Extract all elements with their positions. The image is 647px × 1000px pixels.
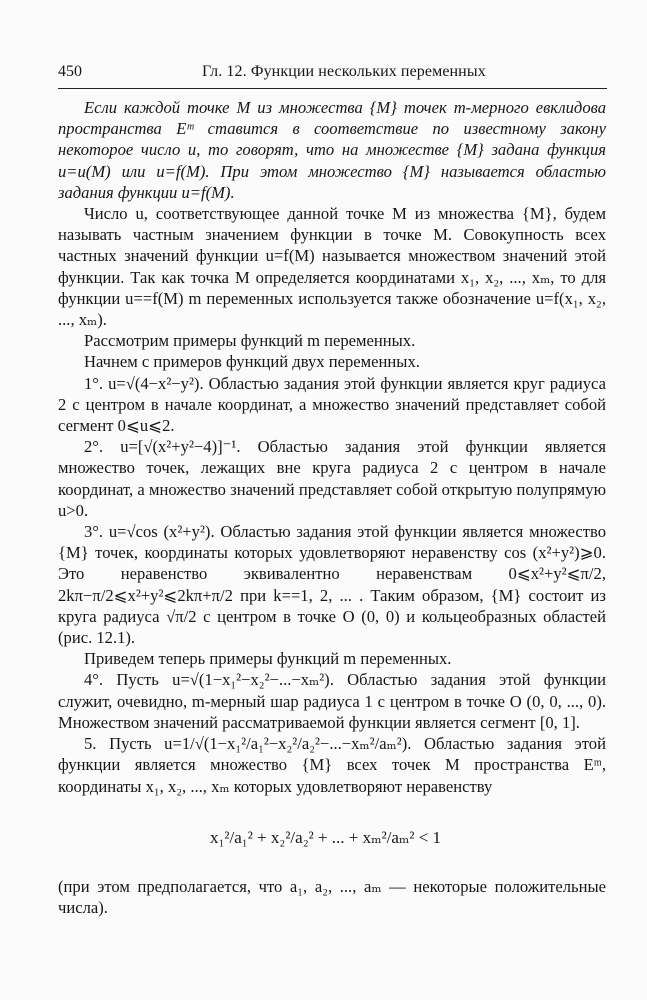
- page-header: [58, 62, 606, 82]
- running-title: Гл. 12. Функции нескольких переменных: [202, 63, 486, 80]
- example-2: 2°. u=[√(x²+y²−4)]⁻¹. Областью задания этой функции является множество точек, лежащих вне круга радиуса 2 с центром в начале координат, а множество значений представляет собой открытую полупрямую u>0.: [58, 437, 606, 520]
- closing-text: [58, 876, 606, 918]
- page-number: 450: [58, 63, 82, 80]
- two-variable-intro: Начнем с примеров функций двух переменных.: [84, 352, 420, 372]
- partial-value-paragraph: Число u, соответствующее данной точке M из множества {M}, будем называть частным значением функции в точке M. Совокупность всех частных значений функции u=f(M) называется множеством значений этой функции. Так как точка M определяется координатами x₁, x₂, ..., xₘ, то для функции u==f(M) m переменных используется также обозначение u=f(x₁, x₂, ..., xₘ).: [58, 204, 606, 330]
- example-5: 5. Пусть u=1/√(1−x₁²/a₁²−x₂²/a₂²−...−xₘ²/aₘ²). Областью задания этой функции является множество {M} всех точек M пространства Eᵐ, координаты x₁, x₂, ..., xₘ которых удовлетворяют неравенству: [58, 734, 606, 796]
- example-4: 4°. Пусть u=√(1−x₁²−x₂²−...−xₘ²). Областью задания этой функции служит, очевидно, m-мерный шар радиуса 1 с центром в точке O (0, 0, ..., 0). Множеством значений рассматриваемой функции является сегмент [0, 1].: [58, 670, 606, 732]
- header-rule: [58, 88, 607, 89]
- definition-paragraph: Если каждой точке M из множества {M} точек m-мерного евклидова пространства Eᵐ ставится в соответствие по известному закону некоторое число u, то говорят, что на множестве {M} задана функция u=u(M) или u=f(M). При этом множество {M} называется областью задания функции u=f(M).: [58, 98, 606, 202]
- main-text: [58, 97, 606, 797]
- m-variable-intro: Приведем теперь примеры функций m переменных.: [84, 649, 452, 669]
- closing-paragraph: (при этом предполагается, что a₁, a₂, ..., aₘ — некоторые положительные числа).: [58, 877, 606, 918]
- example-1: 1°. u=√(4−x²−y²). Областью задания этой функции является круг радиуса 2 с центром в начале координат, а множество значений представляет собой сегмент 0⩽u⩽2.: [58, 373, 606, 436]
- display-formula: x₁²/a₁² + x₂²/a₂² + ... + xₘ²/aₘ² < 1: [210, 828, 442, 847]
- examples-intro: Рассмотрим примеры функций m переменных.: [84, 331, 416, 351]
- example-3: 3°. u=√cos (x²+y²). Областью задания этой функции является множество {M} точек, координаты которых удовлетворяют неравенству cos (x²+y²)⩾0. Это неравенство эквивалентно неравенствам 0⩽x²+y²⩽π/2, 2kπ−π/2⩽x²+y²⩽2kπ+π/2 при k==1, 2, ... . Таким образом, {M} состоит из круга радиуса √π/2 с центром в точке O (0, 0) и кольцеобразных областей (рис. 12.1).: [58, 522, 606, 648]
